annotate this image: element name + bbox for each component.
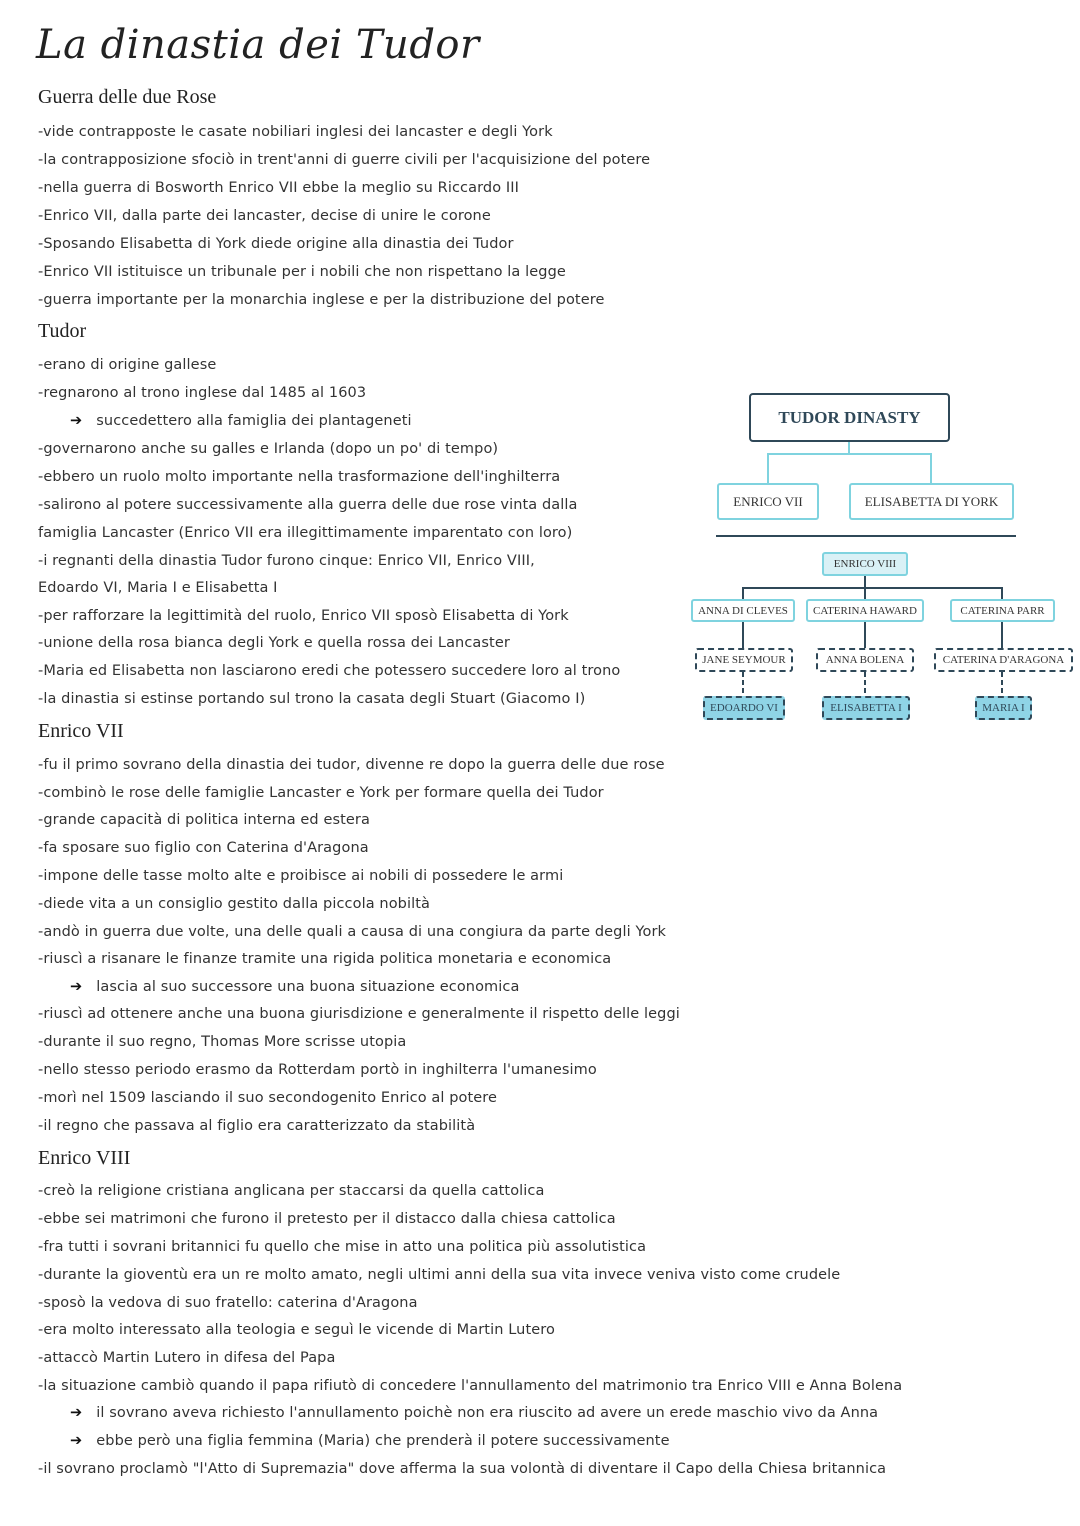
note-line: -il regno che passava al figlio era caratterizzato da stabilità [38, 1118, 476, 1134]
note-line: -il sovrano proclamò "l'Atto di Supremazia" dove afferma la sua volontà di diventare il Capo della Chiesa britannica [38, 1461, 887, 1477]
arrow-right-icon: ➔ [70, 413, 83, 429]
note-line: -Enrico VII, dalla parte dei lancaster, decise di unire le corone [38, 208, 491, 224]
note-line: -grande capacità di politica interna ed estera [38, 812, 370, 828]
tree-node-wife: CATERINA HAWARD [806, 599, 924, 622]
note-line: famiglia Lancaster (Enrico VII era illegittimamente imparentato con loro) [38, 525, 573, 541]
note-line: -nello stesso periodo erasmo da Rotterdam portò in inghilterra l'umanesimo [38, 1062, 597, 1078]
note-line: -governarono anche su galles e Irlanda (dopo un po' di tempo) [38, 441, 499, 457]
note-line: -attaccò Martin Lutero in difesa del Papa [38, 1350, 336, 1366]
note-line: -guerra importante per la monarchia inglese e per la distribuzione del potere [38, 292, 605, 308]
note-line: -regnarono al trono inglese dal 1485 al 1603 [38, 385, 367, 401]
note-line: -Enrico VII istituisce un tribunale per i nobili che non rispettano la legge [38, 264, 566, 280]
note-line: -durante il suo regno, Thomas More scrisse utopia [38, 1034, 407, 1050]
note-sub-line: ➔ il sovrano aveva richiesto l'annullamento poichè non era riuscito ad avere un erede maschio vivo da Anna [70, 1405, 879, 1421]
note-line: -i regnanti della dinastia Tudor furono cinque: Enrico VII, Enrico VIII, [38, 553, 535, 569]
note-line: -erano di origine gallese [38, 357, 217, 373]
tree-node-mother: JANE SEYMOUR [695, 648, 793, 672]
note-line: -andò in guerra due volte, una delle quali a causa di una congiura da parte degli York [38, 924, 666, 940]
tree-node-wife: CATERINA PARR [950, 599, 1055, 622]
note-line: -vide contrapposte le casate nobiliari inglesi dei lancaster e degli York [38, 124, 553, 140]
note-line: -era molto interessato alla teologia e seguì le vicende di Martin Lutero [38, 1322, 555, 1338]
note-line: -nella guerra di Bosworth Enrico VII ebbe la meglio su Riccardo III [38, 180, 520, 196]
tree-node-mother: ANNA BOLENA [816, 648, 914, 672]
tree-node-enrico-viii: ENRICO VIII [822, 552, 908, 576]
arrow-right-icon: ➔ [70, 1405, 83, 1421]
note-line: -salirono al potere successivamente alla guerra delle due rose vinta dalla [38, 497, 578, 513]
tree-node-enrico-vii: ENRICO VII [717, 483, 819, 520]
page-title: La dinastia dei Tudor [36, 22, 480, 68]
note-line: -morì nel 1509 lasciando il suo secondogenito Enrico al potere [38, 1090, 498, 1106]
note-line: -impone delle tasse molto alte e proibisce ai nobili di possedere le armi [38, 868, 564, 884]
note-line: -Sposando Elisabetta di York diede origine alla dinastia dei Tudor [38, 236, 514, 252]
note-line: -Maria ed Elisabetta non lasciarono eredi che potessero succedere loro al trono [38, 663, 621, 679]
section-heading-tudor: Tudor [38, 320, 87, 342]
note-line: -la contrapposizione sfociò in trent'anni di guerre civili per l'acquisizione del potere [38, 152, 651, 168]
note-line: -ebbe sei matrimoni che furono il pretesto per il distacco dalla chiesa cattolica [38, 1211, 616, 1227]
note-line: -riuscì ad ottenere anche una buona giurisdizione e generalmente il rispetto delle leggi [38, 1006, 680, 1022]
note-line: -durante la gioventù era un re molto amato, negli ultimi anni della sua vita invece veniva visto come crudele [38, 1267, 841, 1283]
note-line: -la dinastia si estinse portando sul trono la casata degli Stuart (Giacomo I) [38, 691, 586, 707]
section-heading-enrico-viii: Enrico VIII [38, 1147, 131, 1169]
note-line: -diede vita a un consiglio gestito dalla piccola nobiltà [38, 896, 431, 912]
section-heading-enrico-vii: Enrico VII [38, 720, 124, 742]
note-line: -fa sposare suo figlio con Caterina d'Aragona [38, 840, 369, 856]
tree-node-child: EDOARDO VI [703, 696, 785, 720]
note-line: -riuscì a risanare le finanze tramite una rigida politica monetaria e economica [38, 951, 612, 967]
arrow-right-icon: ➔ [70, 979, 83, 995]
tree-root-node: TUDOR DINASTY [749, 393, 950, 442]
note-line: Edoardo VI, Maria I e Elisabetta I [38, 580, 278, 596]
note-line: -per rafforzare la legittimità del ruolo, Enrico VII sposò Elisabetta di York [38, 608, 569, 624]
note-sub-line: ➔ lascia al suo successore una buona situazione economica [70, 979, 520, 995]
note-line: -creò la religione cristiana anglicana per staccarsi da quella cattolica [38, 1183, 545, 1199]
arrow-right-icon: ➔ [70, 1433, 83, 1449]
note-line: -fu il primo sovrano della dinastia dei tudor, divenne re dopo la guerra delle due rose [38, 757, 665, 773]
tree-node-elisabetta-di-york: ELISABETTA DI YORK [849, 483, 1014, 520]
tree-node-child: ELISABETTA I [822, 696, 910, 720]
tree-node-wife: ANNA DI CLEVES [691, 599, 795, 622]
note-line: -fra tutti i sovrani britannici fu quello che mise in atto una politica più assolutistica [38, 1239, 647, 1255]
note-line: -ebbero un ruolo molto importante nella trasformazione dell'inghilterra [38, 469, 561, 485]
tree-node-child: MARIA I [975, 696, 1032, 720]
note-sub-line: ➔ succedettero alla famiglia dei plantageneti [70, 413, 412, 429]
note-line: -la situazione cambiò quando il papa rifiutò di concedere l'annullamento del matrimonio tra Enrico VIII e Anna Bolena [38, 1378, 903, 1394]
tree-node-mother: CATERINA D'ARAGONA [934, 648, 1073, 672]
note-line: -sposò la vedova di suo fratello: caterina d'Aragona [38, 1295, 418, 1311]
section-heading-guerra: Guerra delle due Rose [38, 86, 217, 108]
note-line: -combinò le rose delle famiglie Lancaster e York per formare quella dei Tudor [38, 785, 604, 801]
note-sub-line: ➔ ebbe però una figlia femmina (Maria) che prenderà il potere successivamente [70, 1433, 670, 1449]
note-line: -unione della rosa bianca degli York e quella rossa dei Lancaster [38, 635, 510, 651]
